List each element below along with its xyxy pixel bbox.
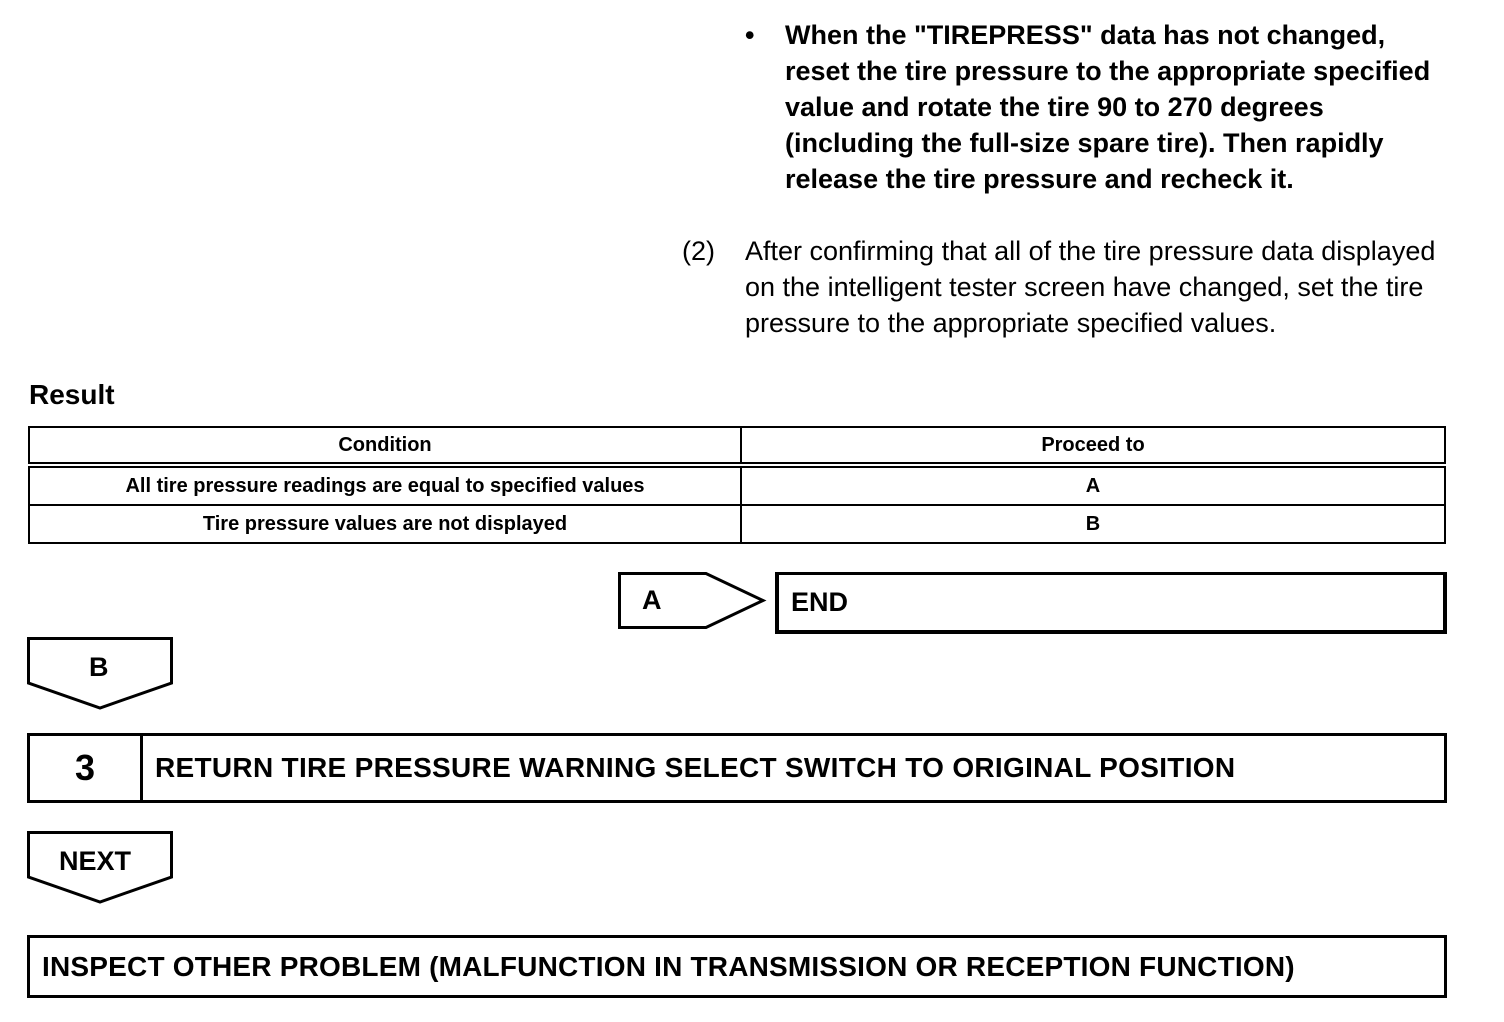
- branch-b-label: B: [89, 652, 109, 682]
- step3-box: [27, 733, 1447, 803]
- table-row: [29, 465, 1445, 505]
- column-header-condition: Condition: [29, 427, 741, 465]
- result-table: [28, 426, 1446, 544]
- branch-a-arrow: [618, 572, 768, 630]
- step-text: After confirming that all of the tire pressure data displayed on the intelligent tester screen have changed, set the tire pressure to the appropriate specified values.: [745, 236, 1436, 338]
- step3-title: RETURN TIRE PRESSURE WARNING SELECT SWITCH TO ORIGINAL POSITION: [155, 752, 1236, 783]
- proceed-cell: B: [741, 505, 1445, 543]
- condition-cell: All tire pressure readings are equal to specified values: [29, 465, 741, 505]
- bullet-text: When the "TIREPRESS" data has not changed, reset the tire pressure to the appropriate specified value and rotate the tire 90 to 270 degrees (including the full-size spare tire). Then rapidly release the tire pressure and recheck it.: [785, 20, 1431, 194]
- result-heading: Result: [29, 379, 115, 410]
- bullet-mark: •: [745, 20, 755, 50]
- condition-cell: Tire pressure values are not displayed: [29, 505, 741, 543]
- column-header-proceed: Proceed to: [741, 427, 1445, 465]
- proceed-cell: A: [741, 465, 1445, 505]
- step3-number: 3: [30, 736, 143, 800]
- table-row: [29, 505, 1445, 543]
- branch-a-label: A: [642, 585, 662, 615]
- step-number: (2): [682, 236, 715, 266]
- end-box: END: [775, 572, 1447, 634]
- table-header-row: [29, 427, 1445, 465]
- next-label: NEXT: [59, 846, 132, 876]
- inspect-other-problem-box: INSPECT OTHER PROBLEM (MALFUNCTION IN TRANSMISSION OR RECEPTION FUNCTION): [27, 935, 1447, 998]
